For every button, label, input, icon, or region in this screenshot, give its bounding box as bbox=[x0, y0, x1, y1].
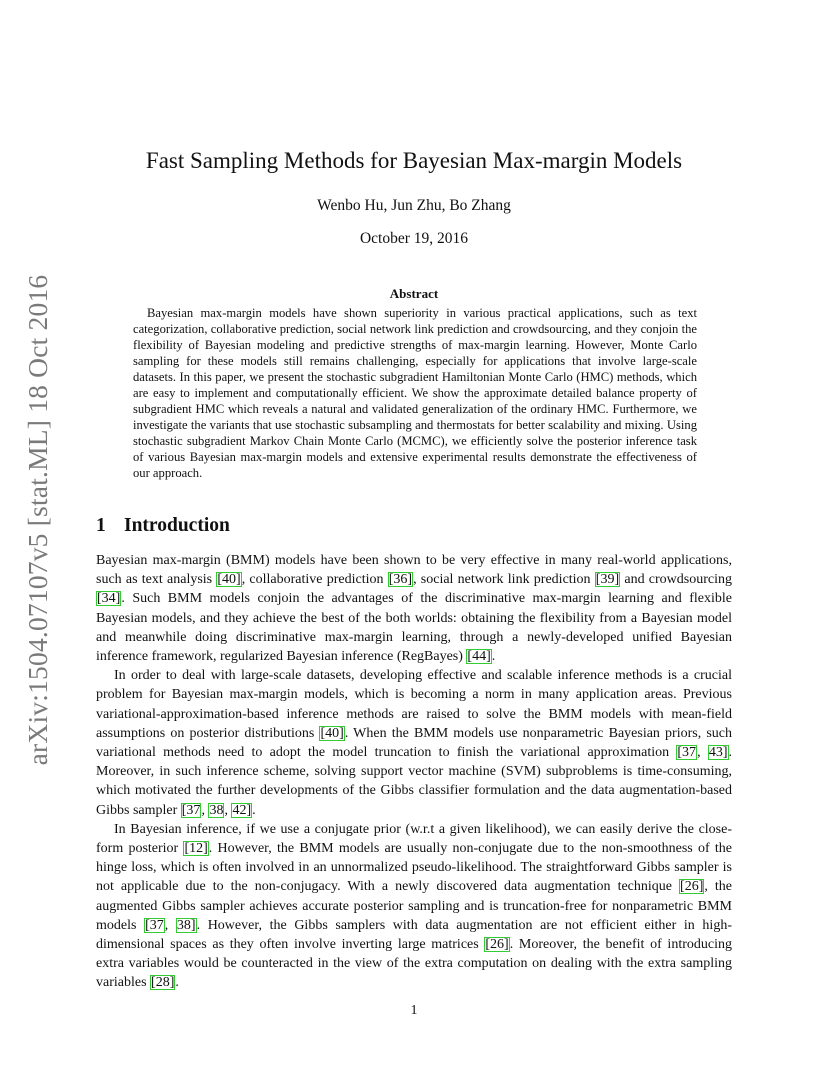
paragraph bbox=[96, 551, 732, 666]
text-run: and crowdsourcing bbox=[620, 572, 733, 588]
citation-link[interactable]: [37 bbox=[145, 917, 164, 933]
citation-link[interactable]: [36] bbox=[388, 572, 413, 588]
citation-link[interactable]: [28] bbox=[151, 975, 175, 991]
citation-link[interactable]: [37 bbox=[677, 745, 697, 761]
text-run: . When the BMM models use nonparametric Bayesian priors, such variational methods need to adopt the model truncation to finish the variational approximation bbox=[96, 725, 733, 761]
citation-link[interactable]: [39] bbox=[595, 572, 620, 588]
citation-link[interactable]: [26] bbox=[485, 937, 509, 953]
text-run: . Moreover, the benefit of introducing extra variables would be counteracted in the view of the extra computation on dealing with the extra sampling variables bbox=[96, 937, 732, 991]
section-title: Introduction bbox=[124, 515, 230, 536]
text-run: , bbox=[697, 745, 708, 761]
text-run: . Such BMM models conjoin the advantages of the discriminative max-margin learning and flexible Bayesian models, and they achieve the best of the both worlds: obtaining the flexibility from a Bayesian model and meanwhile doing discriminative max-margin learning, through a newly-developed unified Bayesian inference framework, regularized Bayesian inference (RegBayes) bbox=[96, 591, 732, 665]
text-run: . bbox=[491, 649, 496, 665]
text-run: . However, the Gibbs samplers with data augmentation are not efficient either in high-dimensional spaces as they often involve inverting large matrices bbox=[96, 917, 732, 953]
text-run: , the augmented Gibbs sampler achieves accurate posterior sampling and is truncation-free for nonparametric BMM models bbox=[96, 879, 732, 933]
section-number: 1 bbox=[96, 515, 106, 536]
text-run: . Moreover, in such inference scheme, solving support vector machine (SVM) subproblems is time-consuming, which motivated the further developments of the Gibbs classifier formulation and the data augmentation-based Gibbs sampler bbox=[96, 745, 732, 818]
introduction-body bbox=[96, 551, 732, 993]
arxiv-identifier-stamp: arXiv:1504.07107v5 [stat.ML] 18 Oct 2016 bbox=[22, 274, 53, 766]
text-run: In Bayesian inference, if we use a conjugate prior (w.r.t a given likelihood), we can easily derive the close-form posterior bbox=[96, 821, 732, 857]
citation-link[interactable]: [26] bbox=[680, 879, 704, 895]
citation-link[interactable]: 43] bbox=[708, 745, 728, 761]
text-run: . However, the BMM models are usually non-conjugate due to the non-smoothness of the hinge loss, which is often involved in an unnormalized pseudo-likelihood. The straightforward Gibbs sampler is not applicable due to the non-conjugacy. With a newly discovered data augmentation technique bbox=[96, 841, 733, 895]
paragraph bbox=[96, 820, 732, 993]
section-heading bbox=[96, 515, 230, 537]
citation-link[interactable]: [44] bbox=[467, 649, 491, 665]
text-run: Bayesian max-margin (BMM) models have been shown to be very effective in many real-world applications, such as text analysis bbox=[96, 553, 732, 588]
publication-date: October 19, 2016 bbox=[359, 230, 469, 247]
citation-link[interactable]: 38] bbox=[176, 917, 196, 933]
author-list: Wenbo Hu, Jun Zhu, Bo Zhang bbox=[317, 197, 511, 214]
paragraph bbox=[96, 666, 732, 820]
citation-link[interactable]: [37 bbox=[181, 802, 201, 818]
text-run: In order to deal with large-scale datasets, developing effective and scalable inference methods is a crucial problem for Bayesian max-margin models, which is becoming a norm in many application areas. Previous variational-approximation-based inference methods are raised to solve the BMM models with mean-field assumptions on posterior distributions bbox=[96, 668, 732, 741]
citation-link[interactable]: [12] bbox=[184, 841, 208, 857]
paper-title: Fast Sampling Methods for Bayesian Max-margin Models bbox=[145, 148, 683, 173]
text-run: , bbox=[224, 802, 232, 818]
citation-link[interactable]: 42] bbox=[232, 802, 252, 818]
text-run: , bbox=[164, 917, 176, 933]
citation-link[interactable]: [40] bbox=[217, 572, 241, 588]
text-run: , bbox=[201, 802, 209, 818]
citation-link[interactable]: [40] bbox=[320, 725, 344, 741]
abstract-heading: Abstract bbox=[389, 286, 439, 301]
text-run: . bbox=[175, 975, 179, 991]
text-run: , social network link prediction bbox=[413, 572, 595, 588]
text-run: . bbox=[252, 802, 256, 818]
abstract-text: Bayesian max-margin models have shown superiority in various practical applications, such as text categorization, collaborative prediction, social network link prediction and crowdsourcing, and they conjoin the flexibility of Bayesian modeling and predictive strengths of max-margin learning. However, Monte Carlo sampling for these models still remains challenging, especially for applications that involve large-scale datasets. In this paper, we present the stochastic subgradient Hamiltonian Monte Carlo (HMC) methods, which are easy to implement and computationally efficient. We show the approximate detailed balance property of subgradient HMC which reveals a natural and validated generalization of the ordinary HMC. Furthermore, we investigate the variants that use stochastic subsampling and thermostats for better scalability and mixing. Using stochastic subgradient Markov Chain Monte Carlo (MCMC), we efficiently solve the posterior inference task of various Bayesian max-margin models and extensive experimental results demonstrate the effectiveness of our approach. bbox=[133, 306, 697, 480]
citation-link[interactable]: [34] bbox=[97, 591, 121, 607]
text-run: , collaborative prediction bbox=[241, 572, 388, 588]
page-number: 1 bbox=[410, 1003, 418, 1018]
citation-link[interactable]: 38 bbox=[209, 802, 224, 818]
